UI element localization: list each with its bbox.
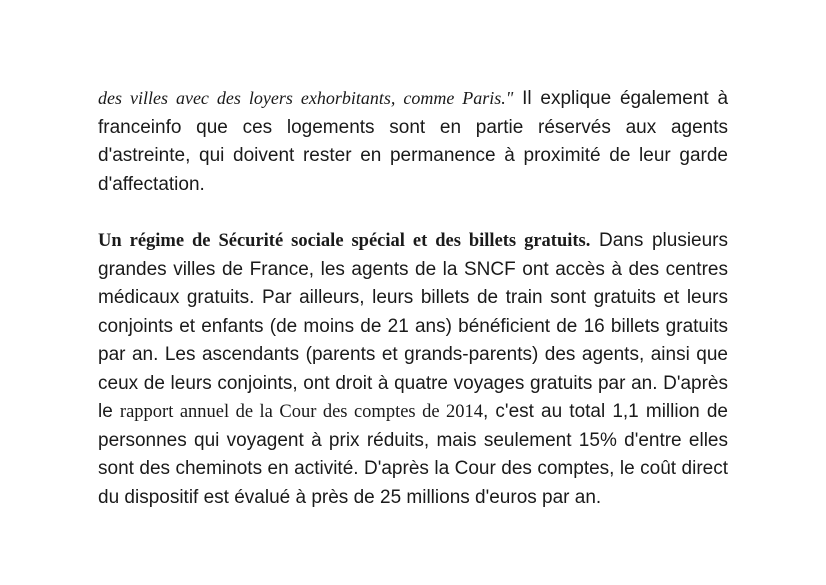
paragraph-heading: Un régime de Sécurité sociale spécial et des billets gratuits. <box>98 231 591 251</box>
paragraph-text: , c'est au total 1,1 million de personnes qui voyagent à prix réduits, mais seulement 15% d'entre elles sont des cheminots en activité. D'après la Cour des comptes, le coût direct du dispositif est évalué à près de 25 millions d'euros par an. <box>98 401 728 508</box>
paragraph-spacer <box>98 199 728 227</box>
paragraph-logements <box>98 84 728 199</box>
paragraph-securite-sociale <box>98 227 728 512</box>
quote-fragment: des villes avec des loyers exhorbitants, comme Paris." <box>98 88 514 108</box>
paragraph-text: Il explique également à franceinfo que ces logements sont en partie réservés aux agents d'astreinte, qui doivent rester en permanence à proximité de leur garde d'affectation. <box>98 88 729 195</box>
paragraph-text: Dans plusieurs grandes villes de France, les agents de la SNCF ont accès à des centres médicaux gratuits. Par ailleurs, leurs billets de train sont gratuits et leurs conjoints et enfants (de moins de 21 ans) bénéficient de 16 billets gratuits par an. Les ascendants (parents et grands-parents) des agents, ainsi que ceux de leurs conjoints, ont droit à quatre voyages gratuits par an. D'après le <box>98 230 728 422</box>
article-body <box>98 84 728 512</box>
cour-des-comptes-link[interactable]: rapport annuel de la Cour des comptes de 2014 <box>119 402 484 422</box>
